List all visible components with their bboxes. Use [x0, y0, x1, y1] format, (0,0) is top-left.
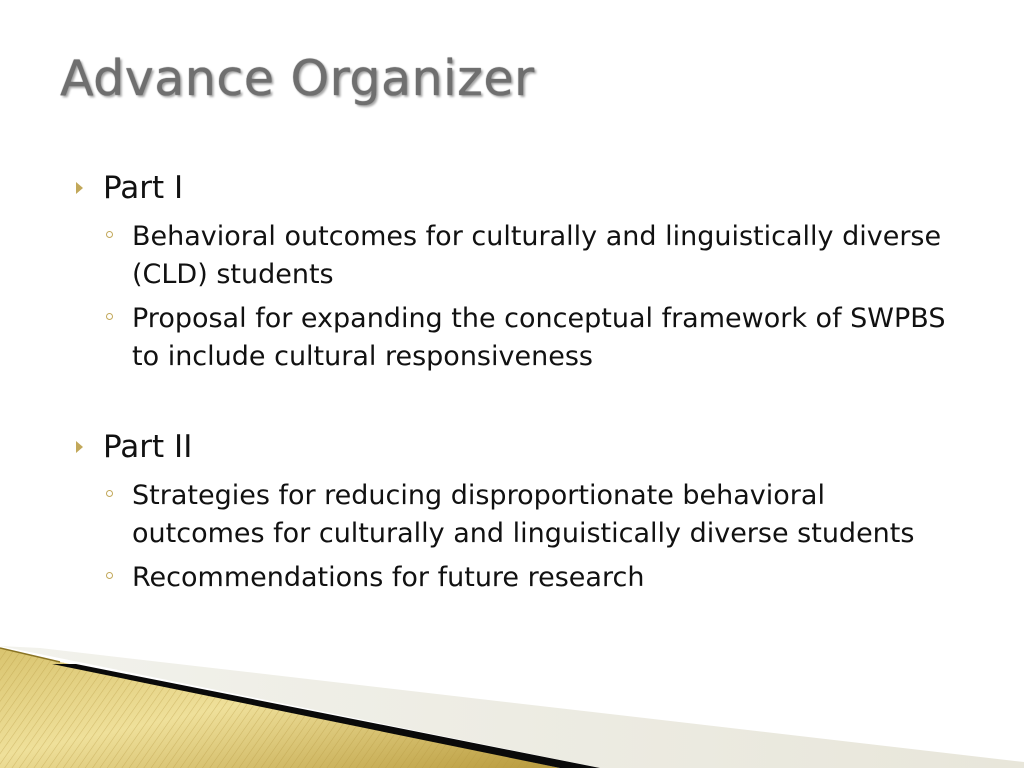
level2-bullet-item [0, 477, 1024, 553]
hollow-circle-icon [106, 231, 113, 238]
section-part-2 [0, 427, 1024, 597]
level2-bullet-item [0, 559, 1024, 597]
bullet-text: Proposal for expanding the conceptual framework of SWPBS to include cultural responsiveness [132, 303, 946, 372]
section-heading: Part I [103, 170, 184, 206]
section-part-1 [0, 168, 1024, 376]
level1-bullet-item [0, 427, 1024, 471]
hollow-circle-icon [106, 490, 113, 497]
level2-bullet-item [0, 300, 1024, 376]
gold-wedge [0, 648, 560, 768]
level1-bullet-item [0, 168, 1024, 212]
triangle-right-icon [76, 182, 83, 194]
bullet-text: Strategies for reducing disproportionate behavioral outcomes for culturally and linguistically diverse students [132, 480, 915, 549]
hollow-circle-icon [106, 572, 113, 579]
hollow-circle-icon [106, 313, 113, 320]
section-heading: Part II [103, 429, 193, 465]
level2-bullet-item [0, 218, 1024, 294]
triangle-right-icon [76, 441, 83, 453]
slide-title: Advance Organizer [60, 50, 535, 107]
bullet-text: Recommendations for future research [132, 562, 645, 593]
pale-band [0, 646, 1024, 768]
bullet-text: Behavioral outcomes for culturally and linguistically diverse (CLD) students [132, 221, 942, 290]
black-stripe [52, 664, 600, 768]
